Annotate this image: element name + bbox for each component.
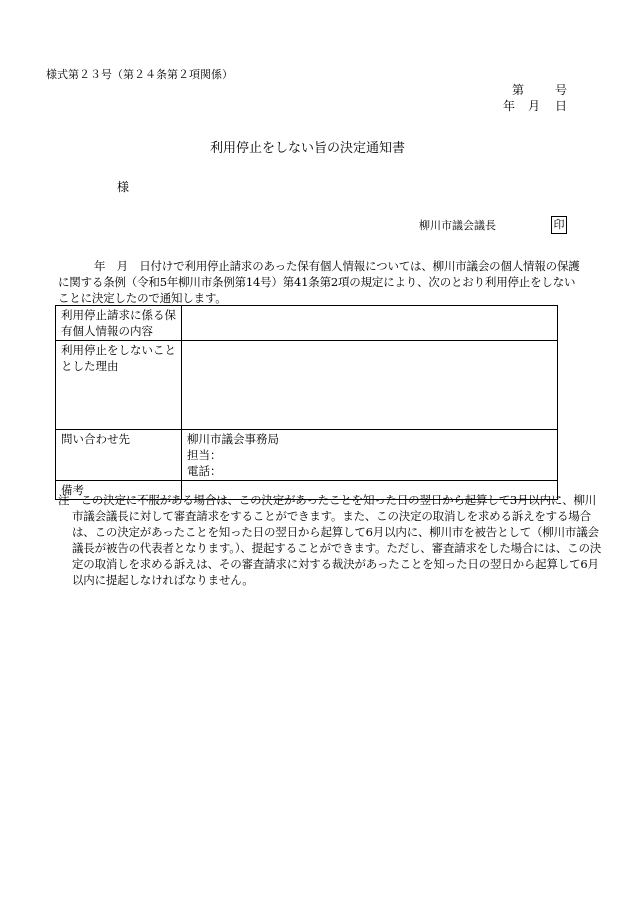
row2-label-line1: 利用停止をしないこと bbox=[61, 343, 176, 357]
reason-cell bbox=[182, 341, 558, 430]
contact-cell bbox=[182, 430, 558, 481]
appeal-note: 注 この決定に不服がある場合は、この決定があったことを知った日の翌日から起算して3月以内に、柳川市議会議長に対して審査請求をすることができます。また、この決定の取消しを求める訴えをする場合は、この決定があったことを知った日の翌日から起算して6月以内に、柳川市を被告として（柳川市議会議長が被告の代表者となります。）、提起することができます。ただし、審査請求をした場合には、この決定の取消しを求める訴えは、その審査請求に対する裁決があったことを知った日の翌日から起算して6月以内に提起しなければなりません。 bbox=[58, 493, 602, 587]
contact-office: 柳川市議会事務局 bbox=[187, 432, 279, 446]
personal-info-content-cell bbox=[182, 306, 558, 341]
row4-label: 備考 bbox=[61, 483, 84, 497]
sender-name: 柳川市議会議長 bbox=[419, 219, 496, 232]
doc-number-suffix: 号 bbox=[555, 83, 568, 97]
body-paragraph: 年 月 日付けで利用停止請求のあった保有個人情報については、柳川市議会の個人情報の保護に関する条例（令和5年柳川市条例第14号）第41条第2項の規定により、次のとおり利用停止をしないことに決定したので通知します。 bbox=[58, 259, 580, 305]
table-label-cell bbox=[56, 341, 182, 430]
seal-mark: 印 bbox=[551, 216, 567, 234]
doc-number-prefix: 第 bbox=[512, 83, 525, 97]
table-row bbox=[56, 306, 558, 341]
contact-person: 担当： bbox=[187, 448, 222, 462]
date-day: 日 bbox=[555, 99, 568, 113]
contact-phone: 電話： bbox=[187, 464, 222, 478]
notice-table bbox=[55, 305, 558, 500]
row2-label-line2: とした理由 bbox=[61, 359, 119, 373]
row1-label-line2: 有個人情報の内容 bbox=[61, 324, 153, 338]
row3-label: 問い合わせ先 bbox=[61, 432, 130, 446]
table-label-cell bbox=[56, 306, 182, 341]
table-row bbox=[56, 430, 558, 481]
form-number: 様式第２３号（第２４条第２項関係） bbox=[46, 68, 233, 81]
table-label-cell bbox=[56, 430, 182, 481]
addressee-suffix: 様 bbox=[117, 180, 130, 194]
table-row bbox=[56, 341, 558, 430]
date-year: 年 bbox=[503, 99, 516, 113]
document-title: 利用停止をしない旨の決定通知書 bbox=[210, 141, 406, 156]
row1-label-line1: 利用停止請求に係る保 bbox=[61, 308, 176, 322]
date-month: 月 bbox=[528, 99, 541, 113]
